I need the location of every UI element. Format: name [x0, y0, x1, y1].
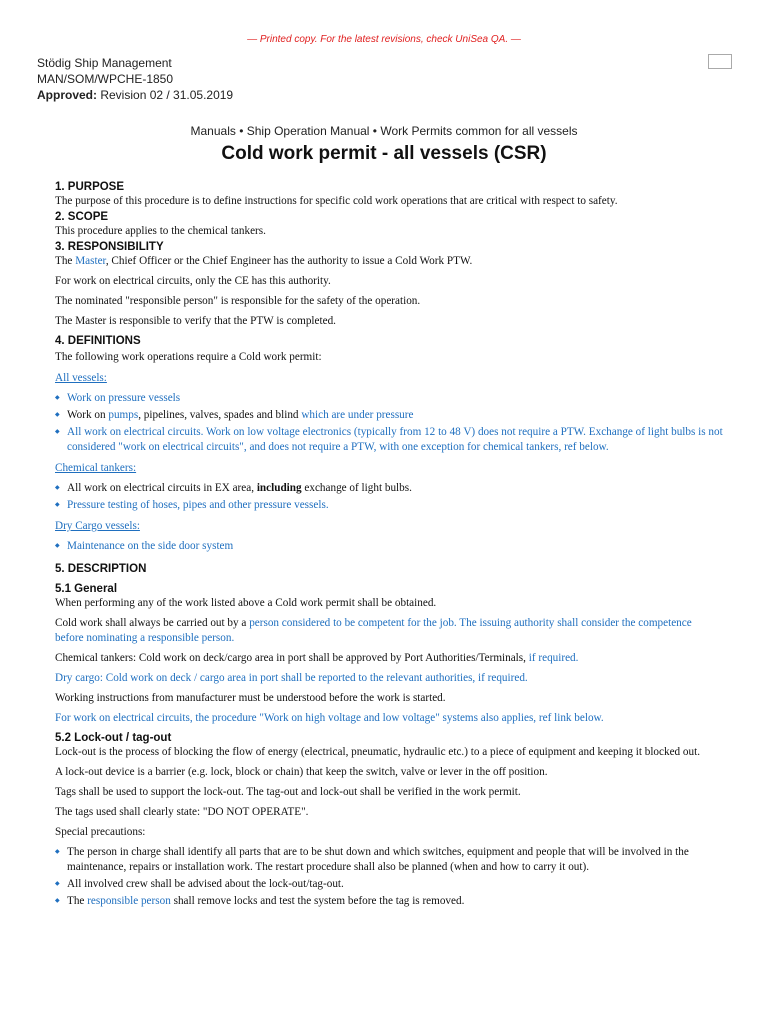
- list-item: ◆ All work on electrical circuits. Work on low voltage electronics (typically from 12 to 48 V) does not require a PTW. Exchange of light bulbs is not considered "work on electrical circuits", and does not require a PTW, with one exception for chemical tankers, ref below.: [67, 425, 723, 455]
- heading-responsibility: 3. RESPONSIBILITY: [55, 241, 164, 253]
- chemical-tankers-link[interactable]: Chemical tankers:: [55, 462, 137, 474]
- header-checkbox[interactable]: [708, 54, 732, 69]
- master-link[interactable]: Master: [75, 255, 106, 267]
- lockout-para-5: Special precautions:: [55, 826, 146, 838]
- precautions-list: [55, 845, 723, 909]
- all-vessels-label: [55, 371, 723, 386]
- list-item: ◆ Maintenance on the side door system: [67, 539, 723, 554]
- heading-definitions: 4. DEFINITIONS: [55, 335, 141, 347]
- all-vessels-link[interactable]: All vessels:: [55, 372, 107, 384]
- lockout-para-4: The tags used shall clearly state: "DO NOT OPERATE".: [55, 806, 309, 818]
- text-fragment: person considered to be competent for the job. The issuing authority shall consider the competence before nominating a responsible person.: [55, 617, 692, 644]
- list-item: ◆ Work on pressure vessels: [67, 391, 723, 406]
- responsibility-para-4: The Master is responsible to verify that the PTW is completed.: [55, 315, 336, 327]
- definitions-intro: The following work operations require a Cold work permit:: [55, 351, 322, 363]
- text-fragment: including: [256, 482, 302, 494]
- company-name: Stödig Ship Management: [37, 56, 172, 70]
- document-code: MAN/SOM/WPCHE-1850: [37, 72, 174, 86]
- text-fragment: Chemical tankers: Cold work on deck/cargo area in port shall be approved by Port Authorities/Terminals,: [55, 652, 529, 664]
- list-item: [67, 408, 723, 423]
- text-fragment: , pipelines, valves, spades and blind: [138, 409, 302, 421]
- text-fragment: Cold work shall always be carried out by a: [55, 617, 250, 629]
- approval-line: [37, 87, 233, 103]
- text-fragment: which are under pressure: [301, 409, 414, 421]
- list-item: [67, 894, 723, 909]
- page-title: Cold work permit - all vessels (CSR): [221, 143, 547, 164]
- heading-scope: 2. SCOPE: [55, 211, 109, 223]
- approved-value: Revision 02 / 31.05.2019: [100, 88, 234, 102]
- approved-label: Approved:: [37, 88, 97, 102]
- list-item: [67, 481, 723, 496]
- responsibility-para-3: The nominated "responsible person" is responsible for the safety of the operation.: [55, 295, 421, 307]
- list-item: ◆ Pressure testing of hoses, pipes and other pressure vessels.: [67, 498, 723, 513]
- dry-cargo-link[interactable]: Dry Cargo vessels:: [55, 520, 140, 532]
- responsible-person-link[interactable]: responsible person: [87, 895, 171, 907]
- lockout-para-1: Lock-out is the process of blocking the flow of energy (electrical, pneumatic, hydraulic etc.) to a piece of equipment and keeping it blocked out.: [55, 746, 701, 758]
- purpose-text: The purpose of this procedure is to define instructions for specific cold work operations that are critical with respect to safety.: [55, 195, 618, 207]
- dry-cargo-label: [55, 519, 723, 534]
- text-fragment: exchange of light bulbs.: [301, 482, 412, 494]
- text-fragment: , Chief Officer or the Chief Engineer has the authority to issue a Cold Work PTW.: [105, 255, 473, 267]
- heading-purpose: 1. PURPOSE: [55, 181, 125, 193]
- chemical-tankers-list: [55, 481, 723, 513]
- document-body: [55, 180, 723, 915]
- heading-general: 5.1 General: [55, 583, 118, 595]
- general-para-4: Dry cargo: Cold work on deck / cargo area in port shall be reported to the relevant authorities, if required.: [55, 672, 528, 684]
- text-fragment: if required.: [528, 652, 579, 664]
- list-item: ◆ All involved crew shall be advised about the lock-out/tag-out.: [67, 877, 723, 892]
- breadcrumb: Manuals • Ship Operation Manual • Work Permits common for all vessels: [190, 124, 578, 138]
- heading-lockout: 5.2 Lock-out / tag-out: [55, 732, 172, 744]
- responsibility-para-2: For work on electrical circuits, only the CE has this authority.: [55, 275, 331, 287]
- document-header: [37, 55, 233, 103]
- general-para-1: When performing any of the work listed above a Cold work permit shall be obtained.: [55, 597, 437, 609]
- pumps-link[interactable]: pumps: [108, 409, 139, 421]
- general-para-3: [55, 651, 723, 666]
- text-fragment: shall remove locks and test the system before the tag is removed.: [170, 895, 465, 907]
- chemical-tankers-label: [55, 461, 723, 476]
- lockout-para-3: Tags shall be used to support the lock-out. The tag-out and lock-out shall be verified in the work permit.: [55, 786, 521, 798]
- all-vessels-list: [55, 391, 723, 455]
- text-fragment: Work on: [67, 409, 109, 421]
- general-para-5: Working instructions from manufacturer must be understood before the work is started.: [55, 692, 446, 704]
- print-notice: — Printed copy. For the latest revisions, check UniSea QA. —: [247, 34, 521, 45]
- general-para-6: For work on electrical circuits, the procedure "Work on high voltage and low voltage" systems also applies, ref link below.: [55, 712, 604, 724]
- heading-description: 5. DESCRIPTION: [55, 563, 147, 575]
- general-para-2: [55, 616, 723, 646]
- list-item: ◆ The person in charge shall identify all parts that are to be shut down and which switches, equipment and people that will be involved in the maintenance, repairs or installation work. The restart procedure shall also be planned (when and how to carry it out).: [67, 845, 723, 875]
- responsibility-para-1: [55, 254, 723, 269]
- text-fragment: The: [55, 255, 76, 267]
- scope-text: This procedure applies to the chemical tankers.: [55, 225, 266, 237]
- text-fragment: All work on electrical circuits in EX area,: [67, 482, 257, 494]
- text-fragment: The: [67, 895, 88, 907]
- lockout-para-2: A lock-out device is a barrier (e.g. lock, block or chain) that keep the switch, valve or lever in the off position.: [55, 766, 548, 778]
- dry-cargo-list: [55, 539, 723, 554]
